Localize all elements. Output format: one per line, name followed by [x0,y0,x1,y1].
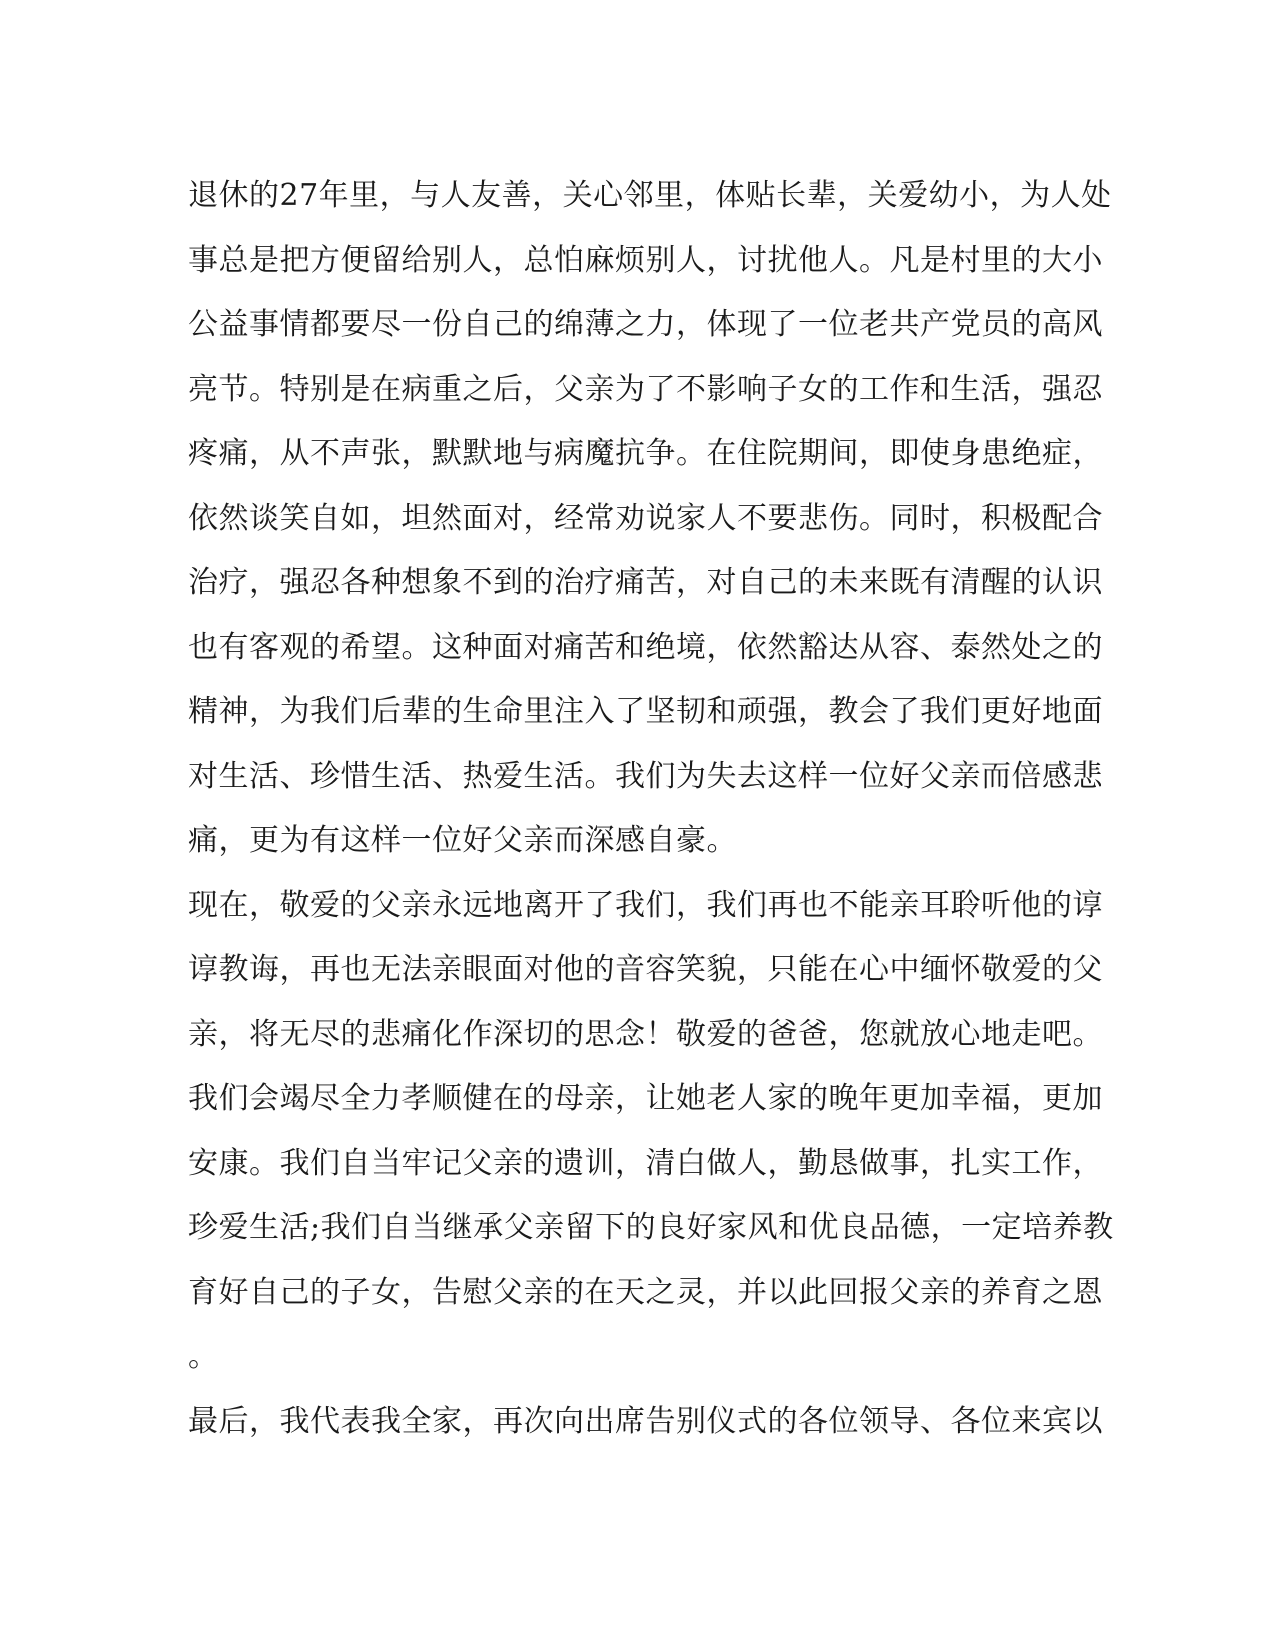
text-line: 。 [188,1339,219,1374]
text-line: 精神，为我们后辈的生命里注入了坚韧和顽强，教会了我们更好地面 [188,694,1103,729]
text-line: 育好自己的子女，告慰父亲的在天之灵，并以此回报父亲的养育之恩 [188,1274,1103,1310]
text-line: 治疗，强忍各种想象不到的治疗痛苦，对自己的未来既有清醒的认识 [188,565,1103,600]
text-line: 疼痛，从不声张，默默地与病魔抗争。在住院期间，即使身患绝症， [188,436,1103,471]
text-line: 亲，将无尽的悲痛化作深切的思念！敬爱的爸爸，您就放心地走吧。 [188,1016,1103,1052]
text-line: 退休的27年里，与人友善，关心邻里，体贴长辈，关爱幼小，为人处 [188,178,1112,213]
text-line: 谆教诲，再也无法亲眼面对他的音容笑貌，只能在心中缅怀敬爱的父 [188,952,1103,987]
text-line: 对生活、珍惜生活、热爱生活。我们为失去这样一位好父亲而倍感悲 [188,758,1103,794]
text-line: 依然谈笑自如，坦然面对，经常劝说家人不要悲伤。同时，积极配合 [188,500,1103,536]
text-line: 安康。我们自当牢记父亲的遗训，清白做人，勤恳做事，扎实工作， [188,1145,1103,1181]
body-text [188,164,1114,1454]
text-line: 亮节。特别是在病重之后，父亲为了不影响子女的工作和生活，强忍 [188,371,1103,407]
text-line: 事总是把方便留给别人，总怕麻烦别人，讨扰他人。凡是村里的大小 [188,242,1103,278]
text-line: 最后，我代表我全家，再次向出席告别仪式的各位领导、各位来宾以 [188,1403,1103,1439]
text-line: 珍爱生活;我们自当继承父亲留下的良好家风和优良品德，一定培养教 [188,1210,1114,1245]
text-line: 现在，敬爱的父亲永远地离开了我们，我们再也不能亲耳聆听他的谆 [188,887,1103,923]
text-line: 也有客观的希望。这种面对痛苦和绝境，依然豁达从容、泰然处之的 [188,629,1103,665]
text-line: 公益事情都要尽一份自己的绵薄之力，体现了一位老共产党员的高风 [188,307,1103,342]
text-line: 我们会竭尽全力孝顺健在的母亲，让她老人家的晚年更加幸福，更加 [188,1081,1103,1116]
text-line: 痛，更为有这样一位好父亲而深感自豪。 [188,823,737,858]
